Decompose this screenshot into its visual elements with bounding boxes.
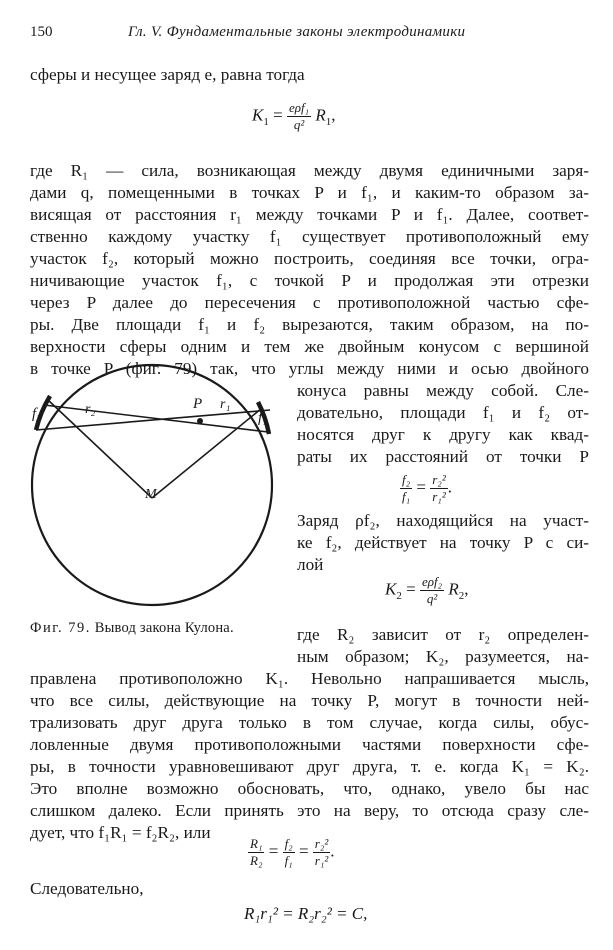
running-title: Гл. V. Фундаментальные законы электродинамики <box>128 24 466 40</box>
fraction-denominator: q² <box>293 117 305 132</box>
fraction-numerator: r₂² <box>314 836 329 851</box>
label-r2: r₂ <box>85 402 96 417</box>
figure-caption <box>30 620 234 637</box>
text-line: ры, в точности уравновешивают друг друга, т. е. когда K₁ = K₂. <box>30 757 589 776</box>
formula-area-ratio: $\frac{\text{f₂}}{\text{f₁}}$ = $\frac{\text{r₂²}}{\text{r₁²}}$ . <box>402 472 452 504</box>
formula-subscript: 2 <box>458 589 465 602</box>
fraction-numerator: f₂ <box>402 472 411 487</box>
formula-ratio-chain: $\frac{\text{R₁}}{\text{R₂}}$ = $\frac{\text{f₂}}{\text{f₁}}$ = $\frac{\text{r₂²}}{\text{r₁²}}$ . <box>250 836 335 868</box>
text-line: дами q, помещенными в точках P и f₁, и каким-то образом за- <box>30 183 589 202</box>
formula-subscript: 1 <box>263 115 269 128</box>
formula-constant: R₁r₁² = R₂r₂² = C, <box>244 904 368 923</box>
formula-k2: $K_2$ = $\frac{\text{eρf₂}}{\text{q²}}$ $R_2$, <box>385 574 469 606</box>
fraction-numerator: eρf₂ <box>421 574 443 589</box>
text-line: конуса равны между собой. Сле- <box>297 381 589 400</box>
fraction <box>420 574 444 607</box>
formula-punct: . <box>330 841 335 861</box>
fraction <box>287 100 311 133</box>
point-p <box>197 418 203 424</box>
text-line: раты их расстояний от точки P <box>297 447 589 466</box>
text-line: довательно, площади f₁ и f₂ от- <box>297 403 589 422</box>
text-line: участок f₂, который можно построить, соединяя все точки, огра- <box>30 249 589 268</box>
radius-line <box>152 408 262 498</box>
fraction-denominator: f₁ <box>402 489 411 504</box>
text-line: где R₁ — сила, возникающая между двумя единичными заря- <box>30 161 589 180</box>
fraction-denominator: R₂ <box>250 853 263 868</box>
text-line: ры. Две площади f₁ и f₂ вырезаются, таким образом, на по- <box>30 315 589 334</box>
formula-subscript: 1 <box>325 115 332 128</box>
fraction-denominator: r₁² <box>432 489 446 504</box>
fraction-numerator: f₂ <box>284 836 293 851</box>
formula-subscript: 2 <box>396 589 402 602</box>
text-line: лой <box>297 555 324 574</box>
text-line: сферы и несущее заряд e, равна тогда <box>30 65 305 84</box>
formula-symbol: R <box>448 579 459 599</box>
fraction <box>283 836 295 869</box>
text-line: ничивающие участок f₁, с точкой P и продолжая эти отрезки <box>30 271 589 290</box>
fraction <box>400 472 412 505</box>
text-line: ловленные двумя противоположными частями поверхности сфе- <box>30 735 589 754</box>
text-line: через P далее до пересечения с противоположной частью сфе- <box>30 293 589 312</box>
formula-punct: , <box>464 579 469 599</box>
caption-text: Вывод закона Кулона. <box>94 620 234 636</box>
formula-symbol: K <box>385 579 397 599</box>
label-p: P <box>193 396 203 412</box>
text-line: дует, что f₁R₁ = f₂R₂, или <box>30 823 211 842</box>
label-f1: f₁ <box>258 410 268 426</box>
text-line: ственно каждому участку f₁ существует противоположный ему <box>30 227 589 246</box>
fraction <box>248 836 264 869</box>
fraction-denominator: r₁² <box>314 853 329 868</box>
text-line: висящая от расстояния r₁ между точками P и f₁. Далее, соответ- <box>30 205 589 224</box>
formula-symbol: R <box>315 105 326 125</box>
text-line: Заряд ρf₂, находящийся на участ- <box>297 511 589 530</box>
text-line: ным образом; K₂, разумеется, на- <box>297 647 589 666</box>
text-line: носятся друг к другу как квад- <box>297 425 589 444</box>
coulomb-figure <box>30 360 290 610</box>
text-line: трализовать друг друга только в том случае, когда силы, обус- <box>30 713 589 732</box>
label-r1: r₁ <box>220 397 231 412</box>
fraction-numerator: R₁ <box>250 836 263 851</box>
text-line: слишком далеко. Если принять это на веру, то отсюда сразу сле- <box>30 801 589 820</box>
fraction-denominator: f₁ <box>284 853 293 868</box>
text-line: где R₂ зависит от r₂ определен- <box>297 625 589 644</box>
fraction-numerator: eρf₁ <box>288 100 310 115</box>
text-line: правлена противоположно K₁. Невольно напрашивается мысль, <box>30 669 589 688</box>
fraction <box>313 836 330 869</box>
text-line: верхности сферы одним и тем же двойным конусом с вершиной <box>30 337 589 356</box>
formula-punct: . <box>447 477 452 497</box>
label-m: M <box>145 487 157 502</box>
text-line: в точке P (фиг. 79) так, что углы между ними и осью двойного <box>30 359 589 378</box>
cone-line <box>36 410 270 430</box>
text-line: что все силы, действующие на точку P, могут в точности ней- <box>30 691 589 710</box>
text-line: Это вполне возможно обосновать, что, однако, увело бы нас <box>30 779 589 798</box>
text-line: ке f₂, действует на точку P с си- <box>297 533 589 552</box>
sphere-circle <box>32 365 272 605</box>
fraction-denominator: q² <box>426 591 438 606</box>
label-f2: f₂ <box>32 406 42 422</box>
fraction-numerator: r₂² <box>432 472 446 487</box>
text-line: Следовательно, <box>30 879 144 898</box>
radius-line <box>48 400 152 498</box>
formula-symbol: K <box>252 105 264 125</box>
fraction <box>430 472 447 505</box>
formula-k1: $K_1$ = $\frac{\text{eρf₁}}{\text{q²}}$ $R_1$, <box>252 100 336 132</box>
page-number: 150 <box>30 24 53 40</box>
running-header <box>30 24 583 46</box>
formula-punct: , <box>331 105 336 125</box>
caption-label: Фиг. 79. <box>30 620 91 636</box>
